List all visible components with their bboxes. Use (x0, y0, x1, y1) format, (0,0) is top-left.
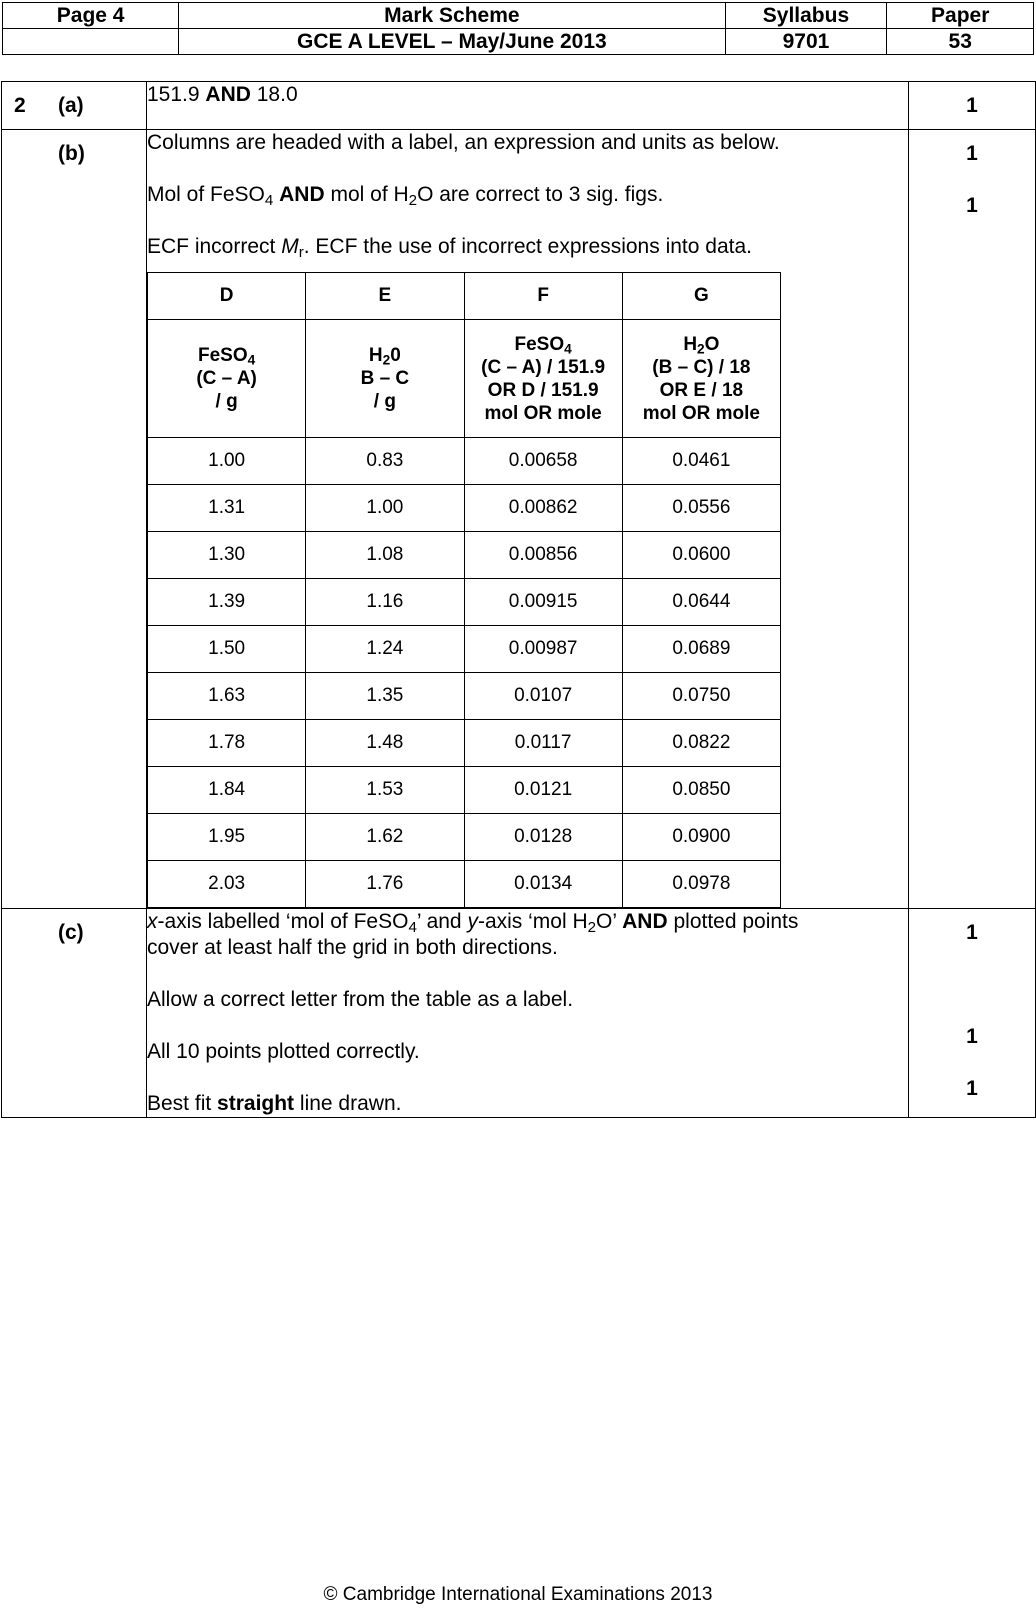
part-c-row (2, 909, 1036, 1118)
part-b-label: (b) (58, 142, 85, 165)
part-c-answer (147, 909, 909, 1118)
part-a-row (2, 82, 1036, 130)
part-c-mark-4: 1 (966, 1077, 978, 1100)
part-a-answer (147, 82, 909, 130)
part-b-mark-1: 1 (966, 142, 978, 165)
copyright-footer: © Cambridge International Examinations 2013 (323, 1584, 713, 1605)
part-b-row (2, 130, 1036, 909)
part-a-label: (a) (58, 94, 84, 117)
part-a-label-cell (2, 82, 147, 130)
column-letter-g: G (622, 273, 780, 320)
data-table (147, 272, 781, 908)
data-table-headings-row (148, 320, 781, 438)
column-heading-e: $H_20$ B – C / g (306, 320, 464, 438)
table-row: 1.78 1.48 0.0117 0.0822 (148, 720, 781, 767)
part-b-line2: Mol of FeSO$_4$ AND mol of $H_2O$ are correct to 3 sig. figs. (147, 183, 664, 209)
column-letter-d: D (148, 273, 306, 320)
part-c-mark-spacer (909, 972, 1035, 998)
table-row: 1.39 1.16 0.00915 0.0644 (148, 579, 781, 626)
part-b-line3: ECF incorrect $M_r$. ECF the use of incorrect expressions into data. (147, 235, 752, 261)
part-b-answer (147, 130, 909, 909)
part-c-line3: All 10 points plotted correctly. (147, 1040, 420, 1063)
part-b-marks (909, 130, 1036, 909)
table-row: 1.95 1.62 0.0128 0.0900 (148, 814, 781, 861)
part-a-mark: 1 (966, 94, 978, 117)
part-b-label-cell (2, 130, 147, 909)
part-c-line1: x-axis labelled ‘mol of FeSO$_4$’ and y-axis ‘mol $H_2O$’ AND plotted points cover at least half the grid in both directions. (147, 910, 799, 959)
part-c-line2: Allow a correct letter from the table as a label. (147, 988, 574, 1011)
data-table-letters-row (148, 273, 781, 320)
column-letter-e: E (306, 273, 464, 320)
column-heading-d: FeSO$_4$ (C – A) / g (148, 320, 306, 438)
part-a-value2: 18.0 (256, 83, 298, 106)
header-blank (3, 29, 179, 55)
part-c-mark-1: 1 (966, 921, 978, 944)
paper-number: 53 (887, 29, 1034, 55)
table-row: 2.03 1.76 0.0134 0.0978 (148, 861, 781, 908)
column-heading-f: FeSO$_4$ (C – A) / 151.9 OR D / 151.9 mol OR mole (464, 320, 622, 438)
part-b-line1: Columns are headed with a label, an expression and units as below. (147, 131, 780, 154)
table-row: 1.50 1.24 0.00987 0.0689 (148, 626, 781, 673)
part-a-marks (909, 82, 1036, 130)
part-c-mark-3: 1 (966, 1025, 978, 1048)
syllabus-code: 9701 (725, 29, 887, 55)
table-row: 1.84 1.53 0.0121 0.0850 (148, 767, 781, 814)
part-a-value1: 151.9 (147, 83, 200, 106)
part-c-marks (909, 909, 1036, 1118)
table-row: 1.31 1.00 0.00862 0.0556 (148, 485, 781, 532)
paper-label: Paper (887, 3, 1034, 29)
table-row: 1.63 1.35 0.0107 0.0750 (148, 673, 781, 720)
part-a-and: AND (205, 83, 251, 106)
table-row: 1.30 1.08 0.00856 0.0600 (148, 532, 781, 579)
table-row: 1.00 0.83 0.00658 0.0461 (148, 438, 781, 485)
doc-title: Mark Scheme (179, 3, 725, 29)
exam-title: GCE A LEVEL – May/June 2013 (179, 29, 725, 55)
part-c-line4: Best fit straight line drawn. (147, 1092, 402, 1115)
column-heading-g: $H_2O$ (B – C) / 18 OR E / 18 mol OR mole (622, 320, 780, 438)
syllabus-label: Syllabus (725, 3, 887, 29)
part-c-label-cell (2, 909, 147, 1118)
page-number: Page 4 (3, 3, 179, 29)
column-letter-f: F (464, 273, 622, 320)
question-number: 2 (14, 94, 26, 117)
header-table (2, 2, 1034, 55)
part-b-mark-2: 1 (966, 194, 978, 217)
part-c-label: (c) (58, 921, 84, 944)
mark-scheme-table (1, 81, 1036, 1118)
